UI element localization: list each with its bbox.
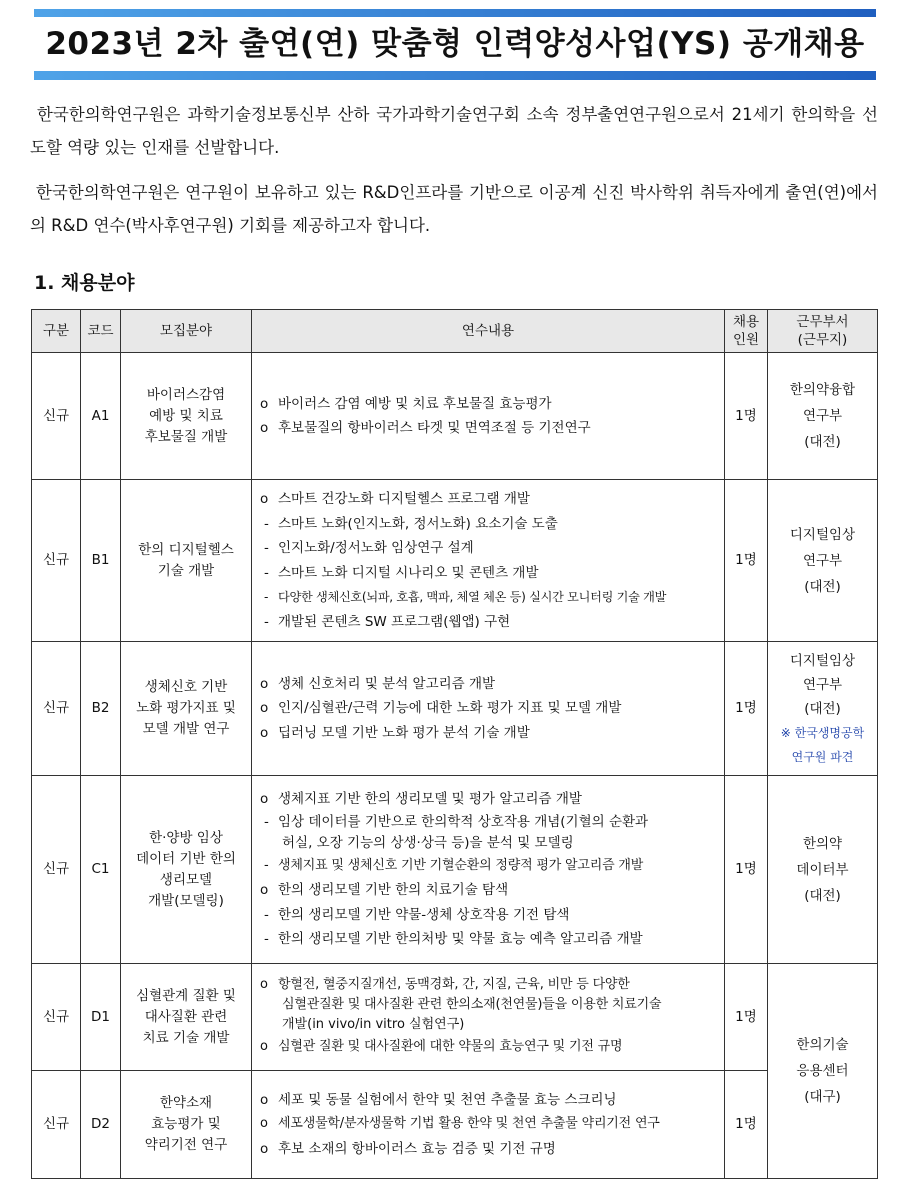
cell-count: 1명: [725, 642, 768, 776]
cell-count: 1명: [725, 964, 768, 1071]
cell-code: D1: [81, 964, 121, 1071]
section-heading: 1. 채용분야: [34, 272, 135, 294]
cell-type: 신규: [32, 776, 81, 964]
cell-code: D2: [81, 1071, 121, 1179]
table-row: [32, 353, 878, 480]
intro-paragraph-1: [30, 98, 878, 164]
page-title: 2023년 2차 출연(연) 맞춤형 인력양성사업(YS) 공개채용: [45, 26, 865, 62]
cell-field: 바이러스감염 예방 및 치료 후보물질 개발: [121, 353, 252, 480]
intro-paragraph-2: [30, 176, 878, 242]
cell-type: 신규: [32, 642, 81, 776]
cell-code: B1: [81, 480, 121, 642]
cell-count: 1명: [725, 353, 768, 480]
header-count: 채용 인원: [725, 310, 768, 353]
cell-field: 한·양방 임상 데이터 기반 한의 생리모델 개발(모델링): [121, 776, 252, 964]
cell-type: 신규: [32, 964, 81, 1071]
dispatch-note: ※ 한국생명공학: [780, 725, 865, 740]
cell-field: 심혈관계 질환 및 대사질환 관련 치료 기술 개발: [121, 964, 252, 1071]
cell-count: 1명: [725, 776, 768, 964]
cell-code: A1: [81, 353, 121, 480]
header-content: 연수내용: [252, 310, 725, 353]
cell-code: C1: [81, 776, 121, 964]
table-row: [32, 642, 878, 776]
cell-code: B2: [81, 642, 121, 776]
cell-field: 한약소재 효능평가 및 약리기전 연구: [121, 1071, 252, 1179]
cell-content: o 세포 및 동물 실험에서 한약 및 천연 추출물 효능 스크리닝 o 세포생물학/분자생물학 기법 활용 한약 및 천연 추출물 약리기전 연구 o 후보 소재의 항바이러스 효능 검증 및 기전 규명: [252, 1071, 725, 1179]
header-dept: 근무부서 (근무지): [768, 310, 878, 353]
cell-content: o 생체지표 기반 한의 생리모델 및 평가 알고리즘 개발 - 임상 데이터를 기반으로 한의학적 상호작용 개념(기혈의 순환과 허실, 오장 기능의 상생·상극 등)을 분석 및 모델링 - 생체지표 및 생체신호 기반 기혈순환의 정량적 평가 알고리즘 개발 o 한의 생리모델 기반 한의 치료기술 탐색 - 한의 생리모델 기반 약물-생체 상호작용 기전 탐색 - 한의 생리모델 기반 한의처방 및 약물 효능 예측 알고리즘 개발: [252, 776, 725, 964]
cell-dept: 한의기술 응용센터 (대구): [768, 964, 878, 1179]
cell-type: 신규: [32, 353, 81, 480]
intro-text-2: 한국한의학연구원은 연구원이 보유하고 있는 R&D인프라를 기반으로 이공계 신진 박사학위 취득자에게 출연(연)에서의 R&D 연수(박사후연구원) 기회를 제공하고자 합니다.: [30, 183, 878, 235]
cell-dept: 디지털임상 연구부 (대전): [768, 480, 878, 642]
title-top-rule: [34, 9, 876, 17]
cell-content: o 생체 신호처리 및 분석 알고리즘 개발 o 인지/심혈관/근력 기능에 대한 노화 평가 지표 및 모델 개발 o 딥러닝 모델 기반 노화 평가 분석 기술 개발: [252, 642, 725, 776]
cell-field: 생체신호 기반 노화 평가지표 및 모델 개발 연구: [121, 642, 252, 776]
table-row: [32, 480, 878, 642]
header-code: 코드: [81, 310, 121, 353]
cell-content: o 바이러스 감염 예방 및 치료 후보물질 효능평가 o 후보물질의 항바이러스 타겟 및 면역조절 등 기전연구: [252, 353, 725, 480]
intro-text-1: 한국한의학연구원은 과학기술정보통신부 산하 국가과학기술연구회 소속 정부출연연구원으로서 21세기 한의학을 선도할 역량 있는 인재를 선발합니다.: [30, 105, 879, 157]
cell-dept: 한의약 데이터부 (대전): [768, 776, 878, 964]
header-type: 구분: [32, 310, 81, 353]
cell-content: o 항혈전, 혈중지질개선, 동맥경화, 간, 지질, 근육, 비만 등 다양한 심혈관질환 및 대사질환 관련 한의소재(천연물)들을 이용한 치료기술 개발(in vivo/in vitro 실험연구) o 심혈관 질환 및 대사질환에 대한 약물의 효능연구 및 기전 규명: [252, 964, 725, 1071]
cell-type: 신규: [32, 1071, 81, 1179]
cell-dept: 디지털임상 연구부 (대전) ※ 한국생명공학 연구원 파견: [768, 642, 878, 776]
table-row: [32, 964, 878, 1071]
recruitment-table: [31, 309, 878, 1179]
table-row: [32, 1071, 878, 1179]
table-row: [32, 776, 878, 964]
cell-field: 한의 디지털헬스 기술 개발: [121, 480, 252, 642]
title-bottom-rule: [34, 71, 876, 80]
cell-count: 1명: [725, 1071, 768, 1179]
cell-count: 1명: [725, 480, 768, 642]
cell-content: o 스마트 건강노화 디지털헬스 프로그램 개발 - 스마트 노화(인지노화, 정서노화) 요소기술 도출 - 인지노화/정서노화 임상연구 설계 - 스마트 노화 디지털 시나리오 및 콘텐츠 개발 - 다양한 생체신호(뇌파, 호흡, 맥파, 체열 체온 등) 실시간 모니터링 기술 개발 - 개발된 콘텐츠 SW 프로그램(웹앱) 구현: [252, 480, 725, 642]
table-header-row: [32, 310, 878, 353]
cell-dept: 한의약융합 연구부 (대전): [768, 353, 878, 480]
cell-type: 신규: [32, 480, 81, 642]
header-field: 모집분야: [121, 310, 252, 353]
